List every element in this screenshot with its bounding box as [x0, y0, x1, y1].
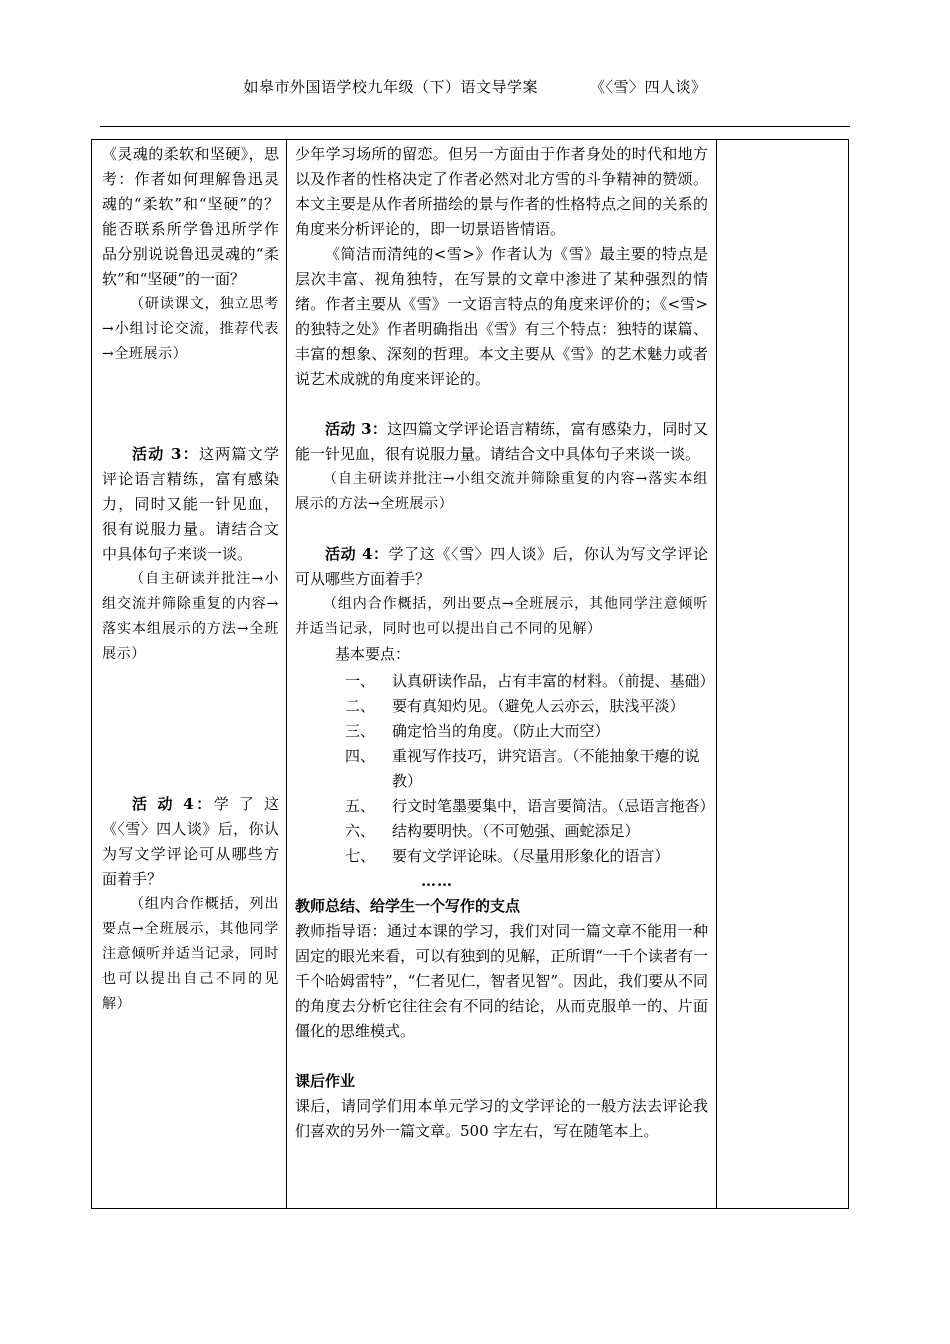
- page-header: [0, 76, 950, 97]
- list-item: 六、 结构要明快。（不可勉强、画蛇添足）: [344, 822, 640, 840]
- list-item: 四、 重视写作技巧，讲究语言。（不能抽象干瘪的说教）: [344, 747, 700, 790]
- header-rule: [100, 126, 850, 127]
- homework-text: 课后，请同学们用本单元学习的文学评论的一般方法去评论我们喜欢的另外一篇文章。500 字左右，写在随笔本上。: [295, 1097, 708, 1140]
- activity4-label: 活动 4：: [325, 545, 389, 563]
- list-item: 五、 行文时笔墨要集中，语言要简洁。（忌语言拖沓）: [344, 797, 715, 815]
- reflection-question: 《灵魂的柔软和坚硬》，思考：作者如何理解鲁迅灵魂的“柔软”和“坚硬”的？能否联系所学鲁迅所学作品分别说说鲁迅灵魂的“柔软”和“坚硬”的一面？: [102, 145, 279, 288]
- list-item: 三、 确定恰当的角度。（防止大而空）: [344, 722, 610, 740]
- summary-text: 教师指导语：通过本课的学习，我们对同一篇文章不能用一种固定的眼光来看，可以有独到的见解，正所谓“一千个读者有一千个哈姆雷特”，“仁者见仁，智者见智”。因此，我们要从不同的角度去分析它往往会有不同的结论，从而克服单一的、片面僵化的思维模式。: [295, 922, 709, 1040]
- analysis-paragraph-1: 少年学习场所的留恋。但另一方面由于作者身处的时代和地方以及作者的性格决定了作者必然对北方雪的斗争精神的赞颂。本文主要是从作者所描绘的景与作者的性格特点之间的关系的角度来分析评论的，即一切景语皆情语。: [295, 145, 708, 238]
- analysis-paragraph-2: 《简洁而清纯的<雪>》作者认为《雪》最主要的特点是层次丰富、视角独特，在写景的文章中渗进了某种强烈的情绪。作者主要从《雪》一文语言特点的角度来评价的；《<雪>的独特之处》作者明确指出《雪》有三个特点：独特的谋篇、丰富的想象、深刻的哲理。本文主要从《雪》的艺术魅力或者说艺术成就的角度来评论的。: [295, 245, 708, 388]
- left-activity3-text: 这两篇文学评论语言精练，富有感染力，同时又能一针见血，很有说服力量。请结合文中具体句子来谈一谈。: [102, 445, 279, 563]
- activity3-label: 活动 3：: [325, 420, 388, 438]
- homework-heading: 课后作业: [295, 1072, 356, 1090]
- activity4-method-note: （组内合作概括，列出要点→全班展示，其他同学注意倾听并适当记录，同时也可以提出自己不同的见解）: [295, 596, 708, 637]
- student-activity-column: [92, 140, 287, 1209]
- list-item: 七、 要有文学评论味。（尽量用形象化的语言）: [344, 847, 670, 865]
- activity3-prompt: [295, 417, 708, 467]
- reflection-method-note: （研读课文，独立思考→小组讨论交流，推荐代表→全班展示）: [102, 296, 279, 362]
- lesson-content-column: [287, 140, 717, 1209]
- key-points-heading: 基本要点：: [335, 645, 411, 663]
- left-activity4-note: （组内合作概括，列出要点→全班展示，其他同学注意倾听并适当记录，同时也可以提出自己不同的见解）: [102, 896, 279, 1012]
- lesson-table: [91, 139, 849, 1209]
- left-activity3-note: （自主研读并批注→小组交流并筛除重复的内容→落实本组展示的方法→全班展示）: [102, 571, 279, 662]
- left-activity3: [102, 442, 279, 567]
- lesson-title: 《〈雪〉四人谈》: [590, 78, 707, 96]
- summary-heading: 教师总结、给学生一个写作的支点: [295, 897, 521, 915]
- left-activity3-label: 活动 3：: [132, 445, 199, 463]
- activity3-text: 这四篇文学评论语言精练，富有感染力，同时又能一针见血，很有说服力量。请结合文中具体句子来谈一谈。: [295, 420, 708, 463]
- activity4-prompt: [295, 542, 708, 592]
- activity3-method-note: （自主研读并批注→小组交流并筛除重复的内容→落实本组展示的方法→全班展示）: [295, 471, 708, 512]
- left-activity4: [102, 792, 279, 892]
- list-item: 一、 认真研读作品，占有丰富的材料。（前提、基础）: [344, 672, 715, 690]
- left-activity4-label: 活 动 4：: [132, 795, 214, 813]
- ellipsis: ……: [421, 872, 453, 890]
- key-points-list: [295, 669, 715, 869]
- left-activity4-text: 学 了 这《〈雪〉四人谈》后，你认为写文学评论可从哪些方面着手？: [102, 795, 279, 888]
- school-title: 如皋市外国语学校九年级（下）语文导学案: [243, 78, 538, 96]
- list-item: 二、 要有真知灼见。（避免人云亦云，肤浅平淡）: [344, 697, 685, 715]
- notes-column: [717, 140, 849, 1209]
- activity4-text: 学了这《〈雪〉四人谈》后，你认为写文学评论可从哪些方面着手？: [295, 545, 708, 588]
